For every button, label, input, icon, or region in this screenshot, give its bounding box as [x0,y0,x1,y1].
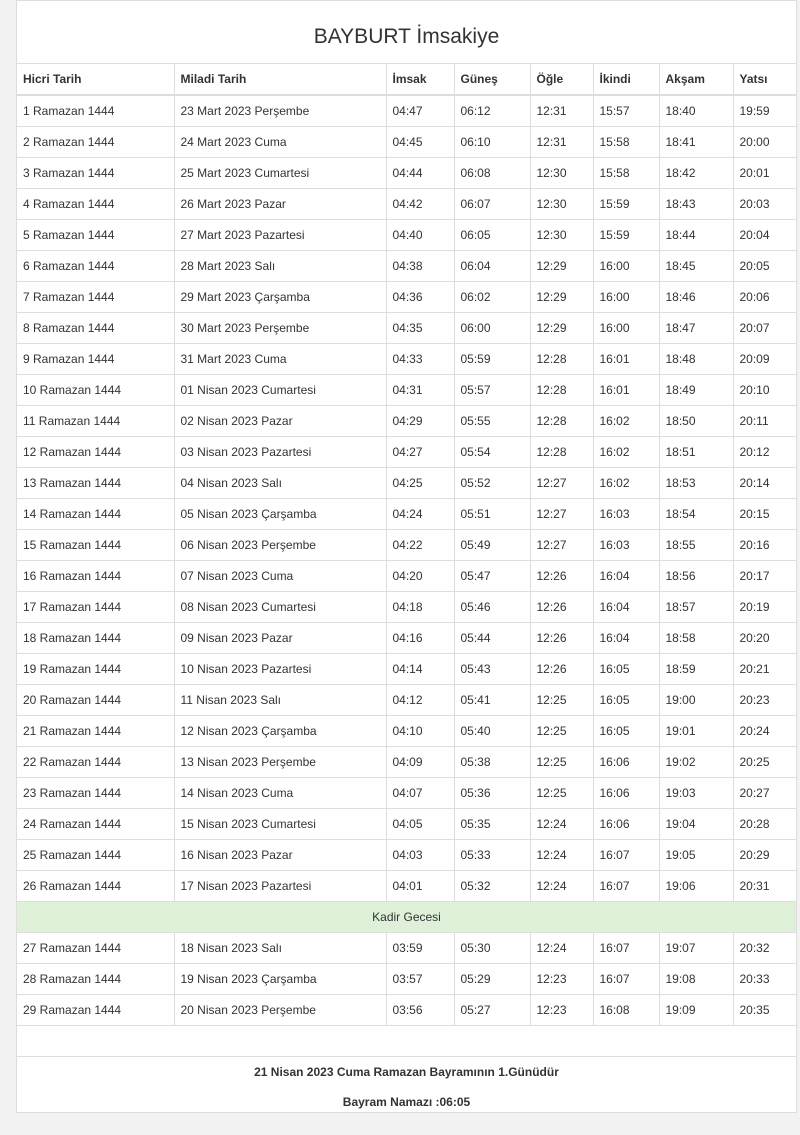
ikindi-cell: 16:05 [593,654,659,685]
imsak-cell: 03:57 [386,964,454,995]
table-row [17,530,796,561]
hicri-tarih-cell: 27 Ramazan 1444 [17,933,174,964]
gunes-cell: 05:51 [454,499,530,530]
hicri-tarih-cell: 17 Ramazan 1444 [17,592,174,623]
gunes-cell: 05:54 [454,437,530,468]
miladi-tarih-cell: 25 Mart 2023 Cumartesi [174,158,386,189]
hicri-tarih-cell: 16 Ramazan 1444 [17,561,174,592]
aksam-cell: 18:51 [659,437,733,468]
ogle-cell: 12:28 [530,375,593,406]
aksam-cell: 19:09 [659,995,733,1026]
hicri-tarih-cell: 11 Ramazan 1444 [17,406,174,437]
ogle-cell: 12:30 [530,220,593,251]
aksam-cell: 19:06 [659,871,733,902]
aksam-cell: 18:56 [659,561,733,592]
kadir-gecesi-row [17,902,796,933]
miladi-tarih-cell: 20 Nisan 2023 Perşembe [174,995,386,1026]
miladi-tarih-cell: 03 Nisan 2023 Pazartesi [174,437,386,468]
ikindi-cell: 16:07 [593,964,659,995]
miladi-tarih-cell: 10 Nisan 2023 Pazartesi [174,654,386,685]
imsak-cell: 04:24 [386,499,454,530]
imsak-cell: 04:10 [386,716,454,747]
imsak-cell: 04:14 [386,654,454,685]
miladi-tarih-cell: 28 Mart 2023 Salı [174,251,386,282]
gunes-cell: 05:27 [454,995,530,1026]
gunes-cell: 05:43 [454,654,530,685]
table-row [17,654,796,685]
hicri-tarih-cell: 18 Ramazan 1444 [17,623,174,654]
gunes-cell: 06:02 [454,282,530,313]
table-row [17,158,796,189]
aksam-cell: 18:45 [659,251,733,282]
table-row [17,871,796,902]
hicri-tarih-cell: 8 Ramazan 1444 [17,313,174,344]
table-row [17,499,796,530]
ogle-cell: 12:29 [530,313,593,344]
bayram-namazi-text: Bayram Namazı :06:05 [342,1095,471,1109]
yatsi-cell: 20:24 [733,716,796,747]
miladi-tarih-cell: 24 Mart 2023 Cuma [174,127,386,158]
aksam-cell: 18:54 [659,499,733,530]
ikindi-cell: 16:05 [593,716,659,747]
miladi-tarih-cell: 05 Nisan 2023 Çarşamba [174,499,386,530]
table-row [17,375,796,406]
table-row [17,406,796,437]
ogle-cell: 12:31 [530,127,593,158]
table-row [17,468,796,499]
gunes-cell: 05:52 [454,468,530,499]
ikindi-cell: 16:03 [593,499,659,530]
header-gunes: Güneş [454,64,530,95]
imsak-cell: 04:31 [386,375,454,406]
gunes-cell: 05:36 [454,778,530,809]
table-body-after [17,933,796,1026]
miladi-tarih-cell: 08 Nisan 2023 Cumartesi [174,592,386,623]
gunes-cell: 05:49 [454,530,530,561]
yatsi-cell: 20:17 [733,561,796,592]
ogle-cell: 12:23 [530,995,593,1026]
yatsi-cell: 20:21 [733,654,796,685]
ogle-cell: 12:30 [530,189,593,220]
imsak-cell: 04:22 [386,530,454,561]
ogle-cell: 12:25 [530,747,593,778]
imsak-cell: 04:36 [386,282,454,313]
hicri-tarih-cell: 20 Ramazan 1444 [17,685,174,716]
miladi-tarih-cell: 26 Mart 2023 Pazar [174,189,386,220]
table-row [17,778,796,809]
ikindi-cell: 15:58 [593,127,659,158]
ogle-cell: 12:27 [530,468,593,499]
imsak-cell: 04:29 [386,406,454,437]
header-ogle: Öğle [530,64,593,95]
gunes-cell: 05:59 [454,344,530,375]
aksam-cell: 18:58 [659,623,733,654]
miladi-tarih-cell: 04 Nisan 2023 Salı [174,468,386,499]
yatsi-cell: 20:14 [733,468,796,499]
imsakiye-table [17,64,796,1117]
imsak-cell: 04:09 [386,747,454,778]
table-row [17,995,796,1026]
aksam-cell: 18:40 [659,95,733,127]
yatsi-cell: 19:59 [733,95,796,127]
gunes-cell: 06:08 [454,158,530,189]
miladi-tarih-cell: 11 Nisan 2023 Salı [174,685,386,716]
yatsi-cell: 20:12 [733,437,796,468]
bayram-text: 21 Nisan 2023 Cuma Ramazan Bayramının 1.Günüdür [254,1065,559,1079]
ogle-cell: 12:30 [530,158,593,189]
ikindi-cell: 16:02 [593,468,659,499]
gunes-cell: 05:29 [454,964,530,995]
ikindi-cell: 16:07 [593,933,659,964]
miladi-tarih-cell: 01 Nisan 2023 Cumartesi [174,375,386,406]
miladi-tarih-cell: 14 Nisan 2023 Cuma [174,778,386,809]
gunes-cell: 05:38 [454,747,530,778]
aksam-cell: 19:01 [659,716,733,747]
gunes-cell: 05:30 [454,933,530,964]
ogle-cell: 12:24 [530,840,593,871]
gunes-cell: 05:32 [454,871,530,902]
miladi-tarih-cell: 18 Nisan 2023 Salı [174,933,386,964]
hicri-tarih-cell: 29 Ramazan 1444 [17,995,174,1026]
aksam-cell: 18:43 [659,189,733,220]
aksam-cell: 19:00 [659,685,733,716]
header-ikindi: İkindi [593,64,659,95]
table-row [17,747,796,778]
ikindi-cell: 16:01 [593,344,659,375]
table-row [17,313,796,344]
ogle-cell: 12:27 [530,530,593,561]
yatsi-cell: 20:09 [733,344,796,375]
hicri-tarih-cell: 10 Ramazan 1444 [17,375,174,406]
imsak-cell: 04:27 [386,437,454,468]
ogle-cell: 12:26 [530,623,593,654]
imsak-cell: 04:25 [386,468,454,499]
ikindi-cell: 16:04 [593,623,659,654]
yatsi-cell: 20:03 [733,189,796,220]
table-row [17,251,796,282]
footer-row [17,1057,796,1118]
miladi-tarih-cell: 12 Nisan 2023 Çarşamba [174,716,386,747]
ikindi-cell: 16:01 [593,375,659,406]
ogle-cell: 12:23 [530,964,593,995]
aksam-cell: 18:47 [659,313,733,344]
hicri-tarih-cell: 1 Ramazan 1444 [17,95,174,127]
gunes-cell: 05:40 [454,716,530,747]
gunes-cell: 05:57 [454,375,530,406]
imsak-cell: 04:18 [386,592,454,623]
hicri-tarih-cell: 3 Ramazan 1444 [17,158,174,189]
hicri-tarih-cell: 21 Ramazan 1444 [17,716,174,747]
imsak-cell: 04:47 [386,95,454,127]
aksam-cell: 18:53 [659,468,733,499]
ikindi-cell: 15:57 [593,95,659,127]
aksam-cell: 18:41 [659,127,733,158]
aksam-cell: 18:46 [659,282,733,313]
miladi-tarih-cell: 30 Mart 2023 Perşembe [174,313,386,344]
ikindi-cell: 16:06 [593,778,659,809]
hicri-tarih-cell: 6 Ramazan 1444 [17,251,174,282]
imsak-cell: 04:01 [386,871,454,902]
header-row [17,64,796,95]
hicri-tarih-cell: 9 Ramazan 1444 [17,344,174,375]
yatsi-cell: 20:05 [733,251,796,282]
miladi-tarih-cell: 31 Mart 2023 Cuma [174,344,386,375]
aksam-cell: 19:02 [659,747,733,778]
yatsi-cell: 20:11 [733,406,796,437]
ogle-cell: 12:25 [530,685,593,716]
ikindi-cell: 16:04 [593,592,659,623]
ikindi-cell: 16:03 [593,530,659,561]
yatsi-cell: 20:33 [733,964,796,995]
imsak-cell: 04:20 [386,561,454,592]
ikindi-cell: 16:00 [593,313,659,344]
gunes-cell: 05:33 [454,840,530,871]
gunes-cell: 05:35 [454,809,530,840]
header-miladi: Miladi Tarih [174,64,386,95]
miladi-tarih-cell: 27 Mart 2023 Pazartesi [174,220,386,251]
gunes-cell: 05:44 [454,623,530,654]
gunes-cell: 05:46 [454,592,530,623]
aksam-cell: 18:48 [659,344,733,375]
spacer-row [17,1026,796,1057]
ikindi-cell: 16:02 [593,406,659,437]
miladi-tarih-cell: 09 Nisan 2023 Pazar [174,623,386,654]
miladi-tarih-cell: 02 Nisan 2023 Pazar [174,406,386,437]
table-row [17,840,796,871]
yatsi-cell: 20:04 [733,220,796,251]
header-hicri: Hicri Tarih [17,64,174,95]
table-row [17,127,796,158]
gunes-cell: 06:10 [454,127,530,158]
aksam-cell: 19:03 [659,778,733,809]
ikindi-cell: 16:06 [593,809,659,840]
hicri-tarih-cell: 23 Ramazan 1444 [17,778,174,809]
aksam-cell: 19:07 [659,933,733,964]
table-row [17,95,796,127]
aksam-cell: 18:49 [659,375,733,406]
ogle-cell: 12:29 [530,282,593,313]
aksam-cell: 18:44 [659,220,733,251]
table-row [17,623,796,654]
kadir-gecesi-label: Kadir Gecesi [17,902,796,933]
table-row [17,809,796,840]
gunes-cell: 05:55 [454,406,530,437]
ikindi-cell: 16:02 [593,437,659,468]
imsak-cell: 04:33 [386,344,454,375]
yatsi-cell: 20:25 [733,747,796,778]
yatsi-cell: 20:27 [733,778,796,809]
aksam-cell: 19:08 [659,964,733,995]
yatsi-cell: 20:31 [733,871,796,902]
miladi-tarih-cell: 23 Mart 2023 Perşembe [174,95,386,127]
ikindi-cell: 16:07 [593,840,659,871]
aksam-cell: 18:55 [659,530,733,561]
yatsi-cell: 20:29 [733,840,796,871]
miladi-tarih-cell: 16 Nisan 2023 Pazar [174,840,386,871]
hicri-tarih-cell: 26 Ramazan 1444 [17,871,174,902]
page-title: BAYBURT İmsakiye [17,1,796,64]
gunes-cell: 06:04 [454,251,530,282]
hicri-tarih-cell: 19 Ramazan 1444 [17,654,174,685]
miladi-tarih-cell: 15 Nisan 2023 Cumartesi [174,809,386,840]
imsak-cell: 04:03 [386,840,454,871]
imsak-cell: 04:42 [386,189,454,220]
yatsi-cell: 20:28 [733,809,796,840]
table-row [17,437,796,468]
imsak-cell: 04:40 [386,220,454,251]
ikindi-cell: 16:00 [593,282,659,313]
table-row [17,189,796,220]
yatsi-cell: 20:06 [733,282,796,313]
gunes-cell: 05:47 [454,561,530,592]
imsak-cell: 04:45 [386,127,454,158]
ikindi-cell: 16:08 [593,995,659,1026]
ogle-cell: 12:24 [530,871,593,902]
ogle-cell: 12:31 [530,95,593,127]
yatsi-cell: 20:15 [733,499,796,530]
hicri-tarih-cell: 24 Ramazan 1444 [17,809,174,840]
imsakiye-panel [16,0,797,1113]
aksam-cell: 19:04 [659,809,733,840]
table-row [17,220,796,251]
miladi-tarih-cell: 29 Mart 2023 Çarşamba [174,282,386,313]
ogle-cell: 12:25 [530,778,593,809]
gunes-cell: 06:05 [454,220,530,251]
ikindi-cell: 15:59 [593,220,659,251]
yatsi-cell: 20:20 [733,623,796,654]
hicri-tarih-cell: 12 Ramazan 1444 [17,437,174,468]
miladi-tarih-cell: 13 Nisan 2023 Perşembe [174,747,386,778]
hicri-tarih-cell: 2 Ramazan 1444 [17,127,174,158]
yatsi-cell: 20:32 [733,933,796,964]
miladi-tarih-cell: 17 Nisan 2023 Pazartesi [174,871,386,902]
yatsi-cell: 20:16 [733,530,796,561]
hicri-tarih-cell: 14 Ramazan 1444 [17,499,174,530]
ogle-cell: 12:26 [530,592,593,623]
table-row [17,964,796,995]
yatsi-cell: 20:10 [733,375,796,406]
gunes-cell: 06:00 [454,313,530,344]
aksam-cell: 18:42 [659,158,733,189]
yatsi-cell: 20:19 [733,592,796,623]
ogle-cell: 12:28 [530,344,593,375]
gunes-cell: 06:07 [454,189,530,220]
yatsi-cell: 20:23 [733,685,796,716]
imsak-cell: 04:35 [386,313,454,344]
yatsi-cell: 20:01 [733,158,796,189]
imsak-cell: 04:16 [386,623,454,654]
hicri-tarih-cell: 5 Ramazan 1444 [17,220,174,251]
ogle-cell: 12:28 [530,437,593,468]
ogle-cell: 12:24 [530,933,593,964]
table-row [17,344,796,375]
ogle-cell: 12:25 [530,716,593,747]
header-yatsi: Yatsı [733,64,796,95]
ikindi-cell: 16:07 [593,871,659,902]
ikindi-cell: 15:59 [593,189,659,220]
ikindi-cell: 16:04 [593,561,659,592]
ogle-cell: 12:24 [530,809,593,840]
hicri-tarih-cell: 25 Ramazan 1444 [17,840,174,871]
miladi-tarih-cell: 06 Nisan 2023 Perşembe [174,530,386,561]
aksam-cell: 18:50 [659,406,733,437]
gunes-cell: 06:12 [454,95,530,127]
ikindi-cell: 16:06 [593,747,659,778]
table-row [17,561,796,592]
imsak-cell: 03:59 [386,933,454,964]
miladi-tarih-cell: 07 Nisan 2023 Cuma [174,561,386,592]
imsak-cell: 03:56 [386,995,454,1026]
ikindi-cell: 16:05 [593,685,659,716]
yatsi-cell: 20:07 [733,313,796,344]
imsak-cell: 04:38 [386,251,454,282]
ogle-cell: 12:28 [530,406,593,437]
ogle-cell: 12:27 [530,499,593,530]
table-row [17,592,796,623]
miladi-tarih-cell: 19 Nisan 2023 Çarşamba [174,964,386,995]
yatsi-cell: 20:35 [733,995,796,1026]
imsak-cell: 04:07 [386,778,454,809]
ikindi-cell: 16:00 [593,251,659,282]
header-aksam: Akşam [659,64,733,95]
ikindi-cell: 15:58 [593,158,659,189]
aksam-cell: 19:05 [659,840,733,871]
ogle-cell: 12:29 [530,251,593,282]
table-row [17,685,796,716]
hicri-tarih-cell: 28 Ramazan 1444 [17,964,174,995]
table-row [17,282,796,313]
hicri-tarih-cell: 13 Ramazan 1444 [17,468,174,499]
table-row [17,716,796,747]
ogle-cell: 12:26 [530,654,593,685]
hicri-tarih-cell: 7 Ramazan 1444 [17,282,174,313]
aksam-cell: 18:59 [659,654,733,685]
aksam-cell: 18:57 [659,592,733,623]
header-imsak: İmsak [386,64,454,95]
hicri-tarih-cell: 4 Ramazan 1444 [17,189,174,220]
yatsi-cell: 20:00 [733,127,796,158]
table-body-before [17,95,796,902]
table-row [17,933,796,964]
ogle-cell: 12:26 [530,561,593,592]
imsak-cell: 04:44 [386,158,454,189]
hicri-tarih-cell: 15 Ramazan 1444 [17,530,174,561]
hicri-tarih-cell: 22 Ramazan 1444 [17,747,174,778]
gunes-cell: 05:41 [454,685,530,716]
imsak-cell: 04:05 [386,809,454,840]
imsak-cell: 04:12 [386,685,454,716]
